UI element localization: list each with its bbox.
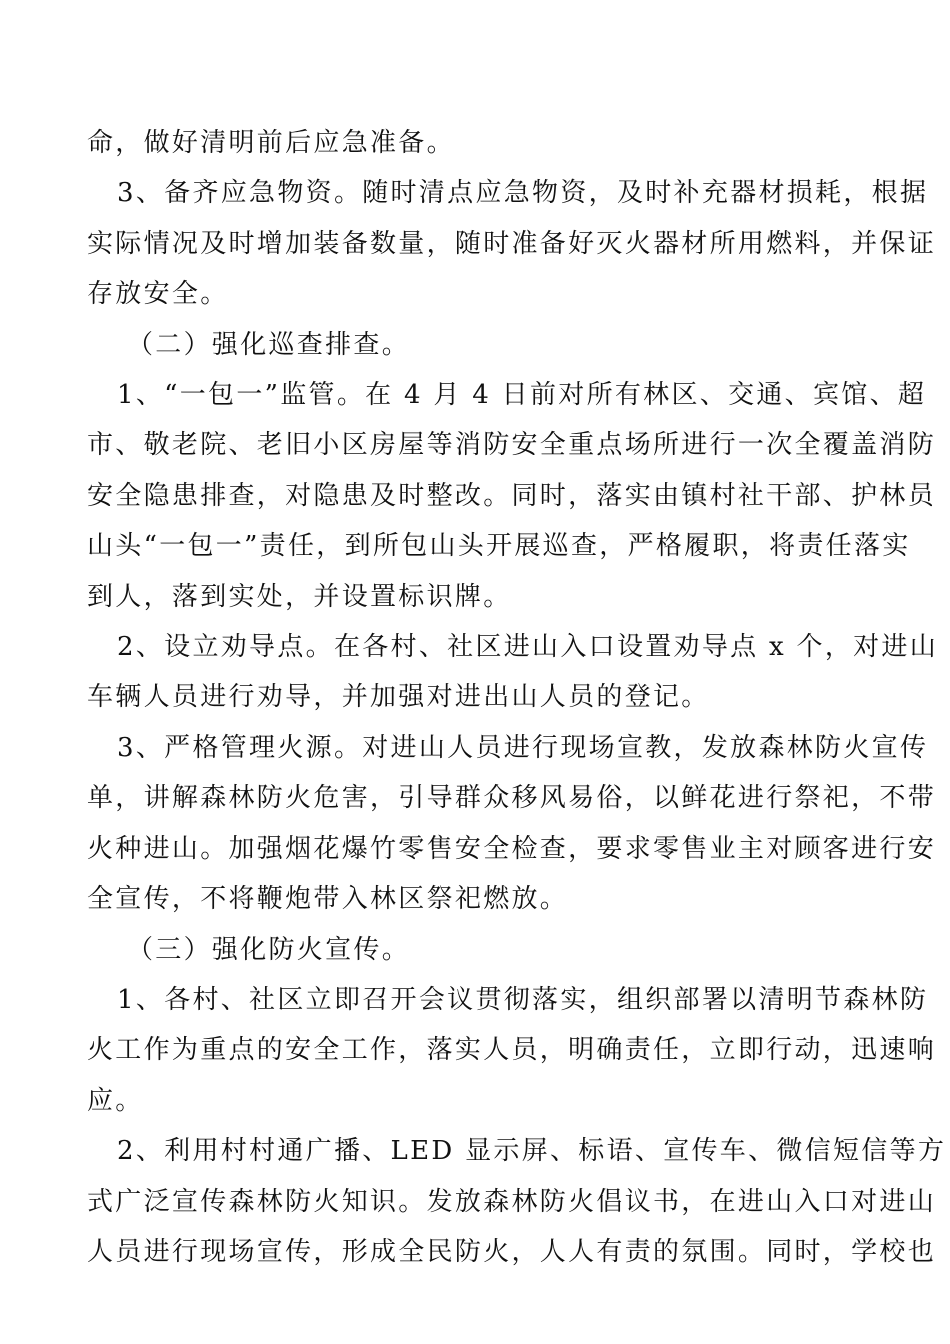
text-line: 安全隐患排查，对隐患及时整改。同时，落实由镇村社干部、护林员 (87, 480, 937, 511)
text-line: 应。 (87, 1085, 144, 1116)
document-body (87, 118, 947, 1277)
text-line: 3、严格管理火源。对进山人员进行现场宣教，发放森林防火宣传 (117, 732, 929, 763)
text-line: 1、“一包一”监管。在 4 月 4 日前对所有林区、交通、宾馆、超 (117, 380, 927, 411)
section-heading: （二）强化巡查排查。 (127, 329, 411, 360)
text-line: 车辆人员进行劝导，并加强对进出山人员的登记。 (87, 682, 710, 713)
text-line: 市、敬老院、老旧小区房屋等消防安全重点场所进行一次全覆盖消防 (87, 430, 937, 461)
text-line: 1、各村、社区立即召开会议贯彻落实，组织部署以清明节森林防 (117, 984, 929, 1015)
text-line: 全宣传，不将鞭炮带入林区祭祀燃放。 (87, 884, 569, 915)
section-heading: （三）强化防火宣传。 (127, 934, 411, 965)
text-line: 火种进山。加强烟花爆竹零售安全检查，要求零售业主对顾客进行安 (87, 833, 937, 864)
text-line: 人员进行现场宣传，形成全民防火，人人有责的氛围。同时，学校也 (87, 1236, 937, 1267)
text-line: 式广泛宣传森林防火知识。发放森林防火倡议书，在进山入口对进山 (87, 1186, 937, 1217)
text-line: 命，做好清明前后应急准备。 (87, 128, 455, 158)
text-line: 2、设立劝导点。在各村、社区进山入口设置劝导点 x 个，对进山 (117, 632, 939, 663)
text-line: 到人，落到实处，并设置标识牌。 (87, 581, 512, 612)
text-line: 实际情况及时增加装备数量，随时准备好灭火器材所用燃料，并保证 (87, 228, 937, 259)
text-line: 山头“一包一”责任，到所包山头开展巡查，严格履职，将责任落实 (87, 531, 911, 562)
text-line: 存放安全。 (87, 279, 229, 310)
text-line: 3、备齐应急物资。随时清点应急物资，及时补充器材损耗，根据 (117, 178, 929, 209)
text-line: 单，讲解森林防火危害，引导群众移风易俗，以鲜花进行祭祀，不带 (87, 783, 937, 814)
text-line: 2、利用村村通广播、LED 显示屏、标语、宣传车、微信短信等方 (117, 1136, 947, 1167)
text-line: 火工作为重点的安全工作，落实人员，明确责任，立即行动，迅速响 (87, 1035, 937, 1066)
